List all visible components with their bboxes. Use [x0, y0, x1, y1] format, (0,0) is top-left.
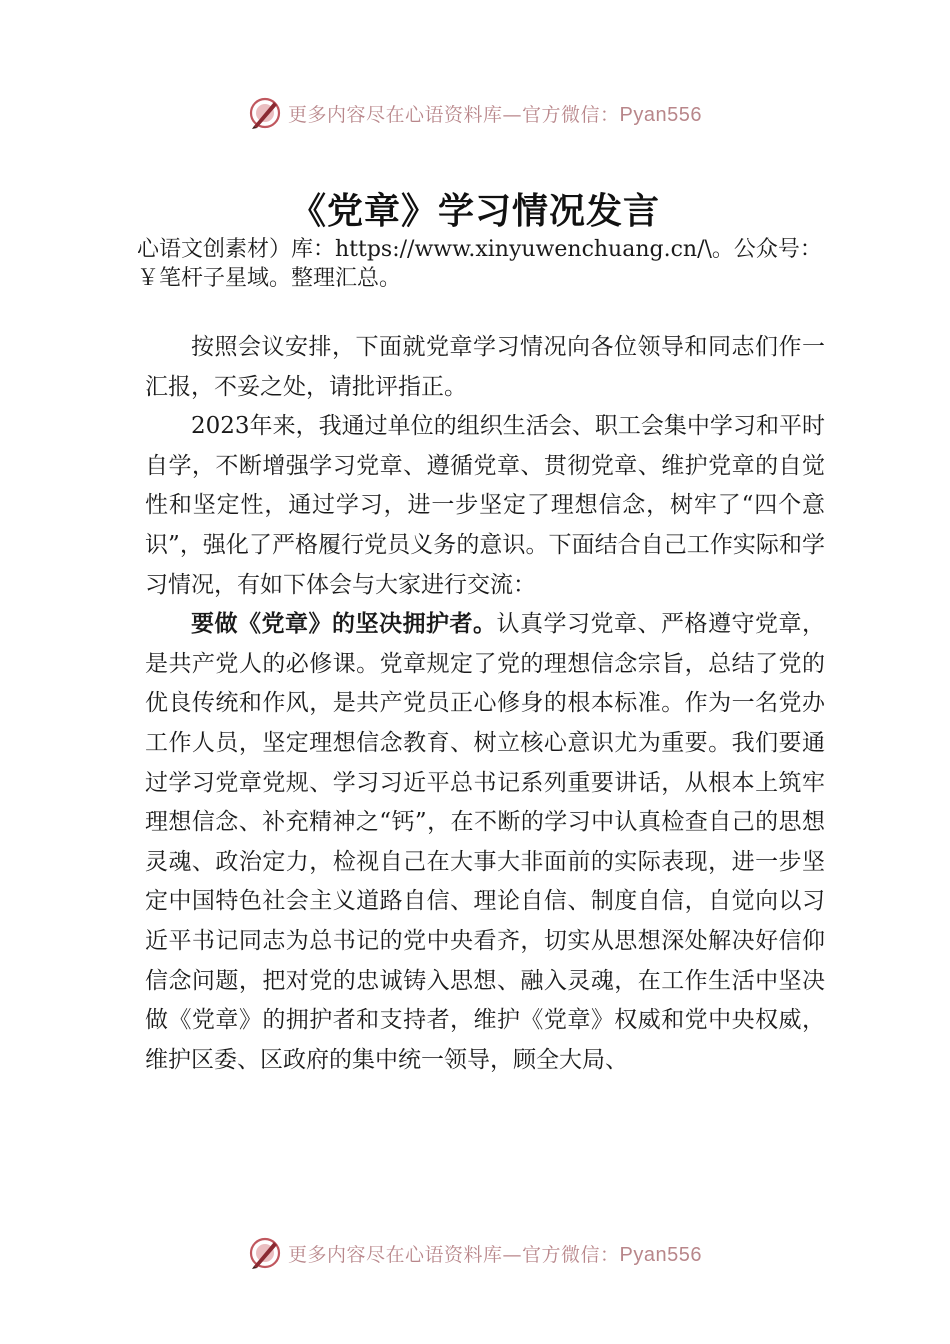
pen-seal-logo-icon	[248, 96, 282, 130]
paragraph	[145, 328, 825, 407]
wechat-id: Pyan556	[619, 103, 702, 126]
paragraph	[145, 605, 825, 1080]
document-body	[145, 328, 825, 1080]
document-title: 《党章》学习情况发言	[289, 190, 660, 232]
pen-seal-logo-icon	[248, 1236, 282, 1270]
watermark-text: 更多内容尽在心语资料库—官方微信：Pyan556	[288, 103, 702, 126]
wechat-id: Pyan556	[619, 1243, 702, 1266]
header-watermark-banner	[0, 93, 950, 133]
watermark-text: 更多内容尽在心语资料库—官方微信：Pyan556	[288, 1243, 702, 1266]
paragraph	[145, 407, 825, 605]
paragraph-text: 2023年来，我通过单位的组织生活会、职工会集中学习和平时自学，不断增强学习党章、遵循党章、贯彻党章、维护党章的自觉性和坚定性，通过学习，进一步坚定了理想信念，树牢了“四个意识”，强化了严格履行党员义务的意识。下面结合自己工作实际和学习情况，有如下体会与大家进行交流：	[145, 413, 825, 598]
paragraph-text: 认真学习党章、严格遵守党章，是共产党人的必修课。党章规定了党的理想信念宗旨，总结了党的优良传统和作风，是共产党员正心修身的根本标准。作为一名党办工作人员，坚定理想信念教育、树立核心意识尤为重要。我们要通过学习党章党规、学习习近平总书记系列重要讲话，从根本上筑牢理想信念、补充精神之“钙”，在不断的学习中认真检查自己的思想灵魂、政治定力，检视自己在大事大非面前的实际表现，进一步坚定中国特色社会主义道路自信、理论自信、制度自信，自觉向以习近平书记同志为总书记的党中央看齐，切实从思想深处解决好信仰信念问题，把对党的忠诚铸入思想、融入灵魂，在工作生活中坚决做《党章》的拥护者和支持者，维护《党章》权威和党中央权威，维护区委、区政府的集中统一领导，顾全大局、	[145, 611, 825, 1073]
paragraph-text: 按照会议安排，下面就党章学习情况向各位领导和同志们作一汇报，不妥之处，请批评指正。	[145, 334, 825, 400]
paragraph-lead: 要做《党章》的坚决拥护者。	[191, 611, 497, 638]
source-line: 心语文创素材）库：https://www.xinyuwenchuang.cn/\。公众号：￥笔杆子星域。整理汇总。	[137, 237, 822, 291]
footer-watermark-banner	[0, 1233, 950, 1273]
